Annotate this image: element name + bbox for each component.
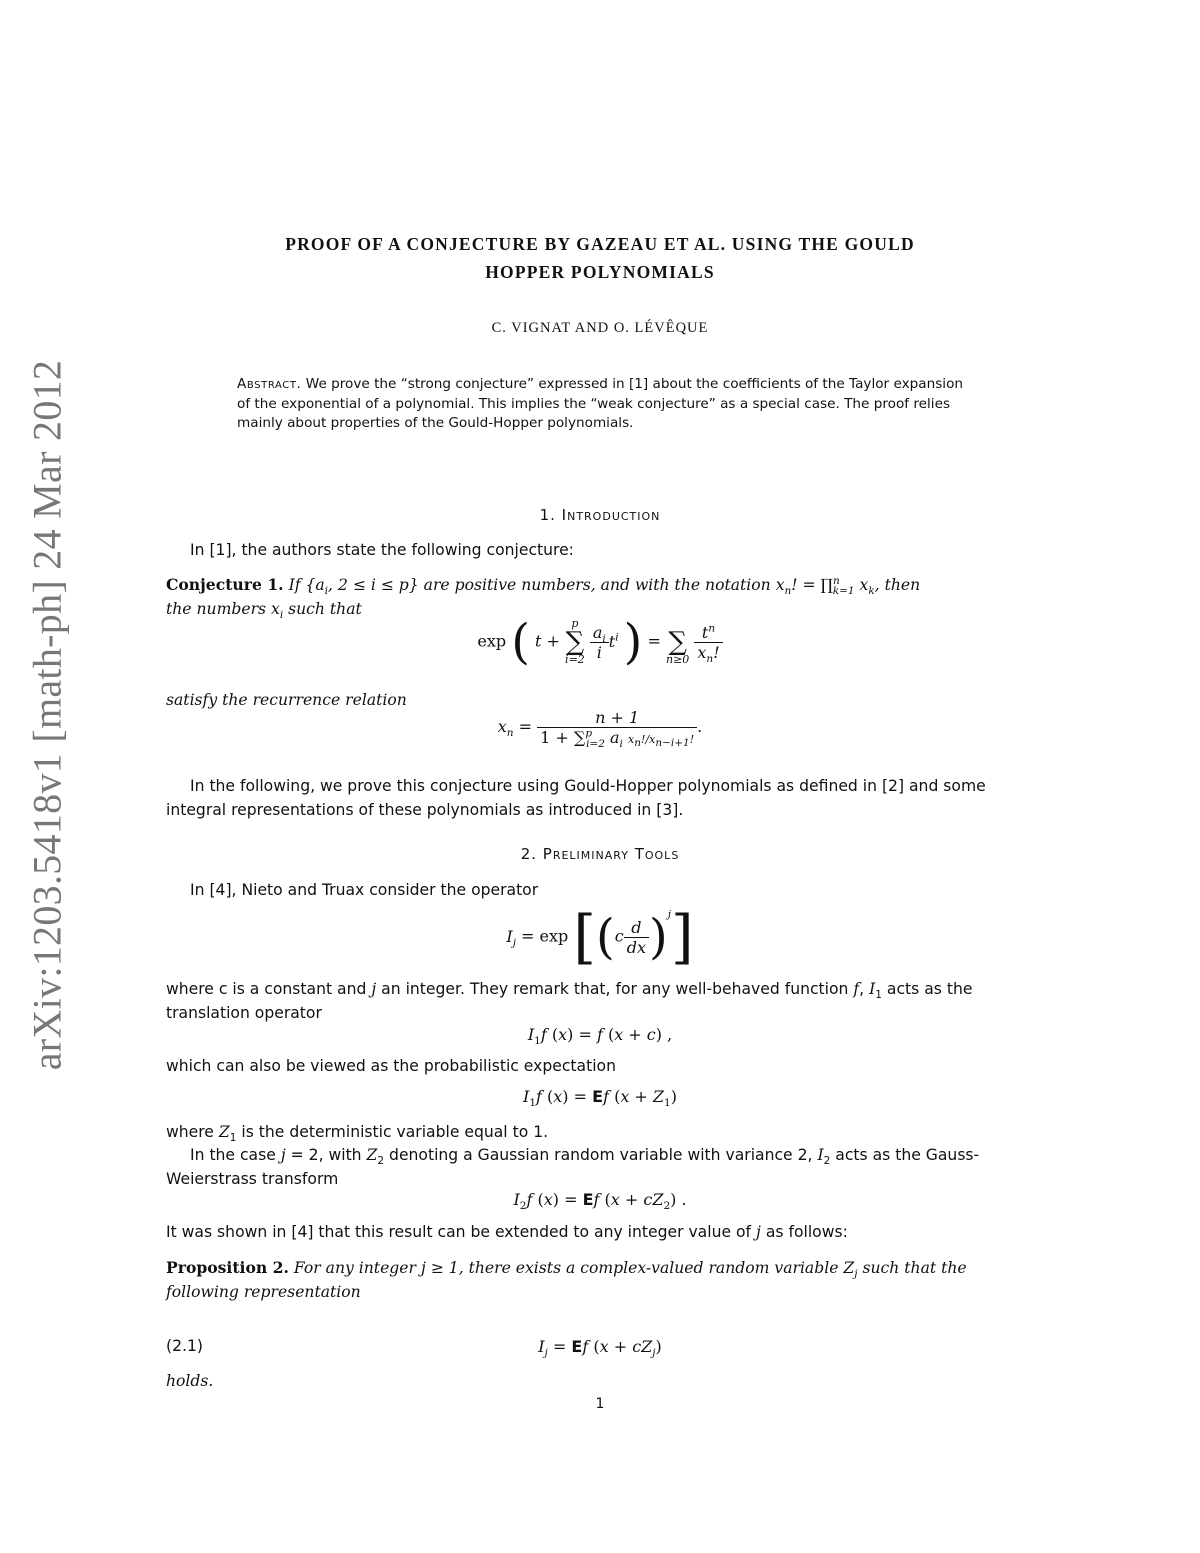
paragraph-6-b: = 2, with bbox=[290, 1146, 362, 1164]
equation-2-1: $I_j = Ef$ $(x + cZ_j)$ bbox=[538, 1337, 662, 1360]
paragraph-6-c: denoting a Gaussian random variable with variance 2, bbox=[389, 1146, 813, 1164]
paragraph-7: It was shown in [4] that this result can be extended to any integer value of j as follows: bbox=[166, 1223, 848, 1241]
arxiv-stamp-text: arXiv:1203.5418v1 [math-ph] 24 Mar 2012 bbox=[24, 359, 70, 1071]
section-2-title: Preliminary Tools bbox=[542, 845, 680, 863]
paragraph-3-b: an integer. They remark that, for any well-behaved function bbox=[381, 980, 849, 998]
authors: C. VIGNAT AND O. LÉVÊQUE bbox=[491, 320, 709, 336]
paragraph-3-a: where c is a constant and bbox=[166, 980, 367, 998]
abstract bbox=[237, 375, 967, 434]
section-1-number: 1. bbox=[539, 506, 556, 524]
paragraph-3-c: acts as the translation operator bbox=[166, 980, 973, 1022]
paragraph-3: where c is a constant and j an integer. They remark that, for any well-behaved function f, $I_1$ acts as the translation operator bbox=[166, 980, 973, 1022]
arxiv-stamp bbox=[22, 360, 72, 1070]
section-1-title: Introduction bbox=[561, 506, 661, 524]
paragraph-5-b: is the deterministic variable equal to 1. bbox=[241, 1123, 549, 1141]
paragraph-1: In the following, we prove this conjecture using Gould-Hopper polynomials as defined in [2] and some integral representations of these polynomials as introduced in [3]. bbox=[166, 777, 986, 819]
paragraph-6-d: acts as the Gauss-Weierstrass transform bbox=[166, 1146, 980, 1188]
conjecture-line2-a: the numbers bbox=[166, 600, 267, 618]
holds-text: holds. bbox=[166, 1372, 214, 1390]
paper-title bbox=[150, 230, 1050, 286]
equation-expectation-1: $I_1f$ (x) = Ef $(x + Z_1)$ bbox=[523, 1087, 677, 1110]
proposition-text-a: For any integer bbox=[293, 1259, 416, 1277]
conjecture-line1-a: If { bbox=[288, 576, 316, 594]
equation-exp-series: exp ( t + p ∑ i=2 $\frac{a_i}{i}$ $t^i$ ) = ∑ n≥0 $\frac{t^n}{x_n!}$ bbox=[166, 618, 1034, 666]
proposition-text-b: ≥ 1, there exists a complex-valued random variable bbox=[430, 1259, 839, 1277]
title-line-1: PROOF OF A CONJECTURE BY GAZEAU ET AL. USING THE GOULD bbox=[285, 234, 915, 254]
paragraph-7-a: It was shown in [4] that this result can be extended to any integer value of bbox=[166, 1223, 752, 1241]
equation-number: (2.1) bbox=[166, 1337, 203, 1355]
conjecture-line2-b: such that bbox=[288, 600, 362, 618]
proposition-label: Proposition 2. bbox=[166, 1258, 289, 1277]
paragraph-2: In [4], Nieto and Truax consider the operator bbox=[190, 881, 539, 899]
paragraph-7-b: as follows: bbox=[765, 1223, 848, 1241]
page-number: 1 bbox=[595, 1396, 605, 1412]
conjecture-label: Conjecture 1. bbox=[166, 575, 284, 594]
proposition-2: Proposition 2. For any integer j ≥ 1, there exists a complex-valued random variable $Z_j$ such that the following representation bbox=[166, 1258, 967, 1301]
proposition-text-c: such that the following representation bbox=[166, 1259, 967, 1301]
recurrence-text: satisfy the recurrence relation bbox=[166, 691, 407, 709]
intro-sentence: In [1], the authors state the following conjecture: bbox=[190, 541, 574, 559]
section-2-number: 2. bbox=[520, 845, 537, 863]
paragraph-5-a: where bbox=[166, 1123, 214, 1141]
paragraph-5: where $Z_1$ is the deterministic variable equal to 1. bbox=[166, 1123, 549, 1145]
equation-gauss-weierstrass: $I_2f$ (x) = Ef $(x + cZ_2)$ . bbox=[513, 1190, 687, 1213]
paragraph-4: which can also be viewed as the probabilistic expectation bbox=[166, 1057, 616, 1075]
paragraph-6-a: In the case bbox=[190, 1146, 276, 1164]
abstract-text: We prove the “strong conjecture” expressed in [1] about the coefficients of the Taylor expansion of the exponential of a polynomial. This implies the “weak conjecture” as a special case. The proof relies mainly about properties of the Gould-Hopper polynomials. bbox=[237, 376, 964, 431]
equation-translation: $I_1f$ (x) = f (x + c) , bbox=[527, 1025, 673, 1048]
title-line-2: HOPPER POLYNOMIALS bbox=[485, 262, 715, 282]
section-1-heading bbox=[166, 506, 1034, 524]
abstract-heading: Abstract. bbox=[237, 376, 302, 392]
conjecture-1: Conjecture 1. If {$a_i$, 2 ≤ i ≤ p} are positive numbers, and with the notation $x_n$! = ∏$^n_{k=1}$ $x_k$, then the numbers $x_i$ such that bbox=[166, 574, 921, 622]
paragraph-6: In the case j = 2, with $Z_2$ denoting a Gaussian random variable with variance 2, $I_2$ acts as the Gauss-Weierstrass transform bbox=[166, 1146, 980, 1188]
equation-operator: $I_j = \exp [(c$ $\frac{d}{dx}$ )$^j$] bbox=[506, 903, 694, 971]
conjecture-line1-b: , 2 ≤ i ≤ p} are positive numbers, and with the notation bbox=[328, 576, 771, 594]
section-2-heading bbox=[166, 845, 1034, 863]
equation-recurrence: $x_n$ = $\frac{n + 1}{1 + \sum^p_{i=2} a_i x_n!/x_{n-i+1}!}$ . bbox=[497, 708, 703, 751]
conjecture-line1-c: , then bbox=[874, 576, 921, 594]
